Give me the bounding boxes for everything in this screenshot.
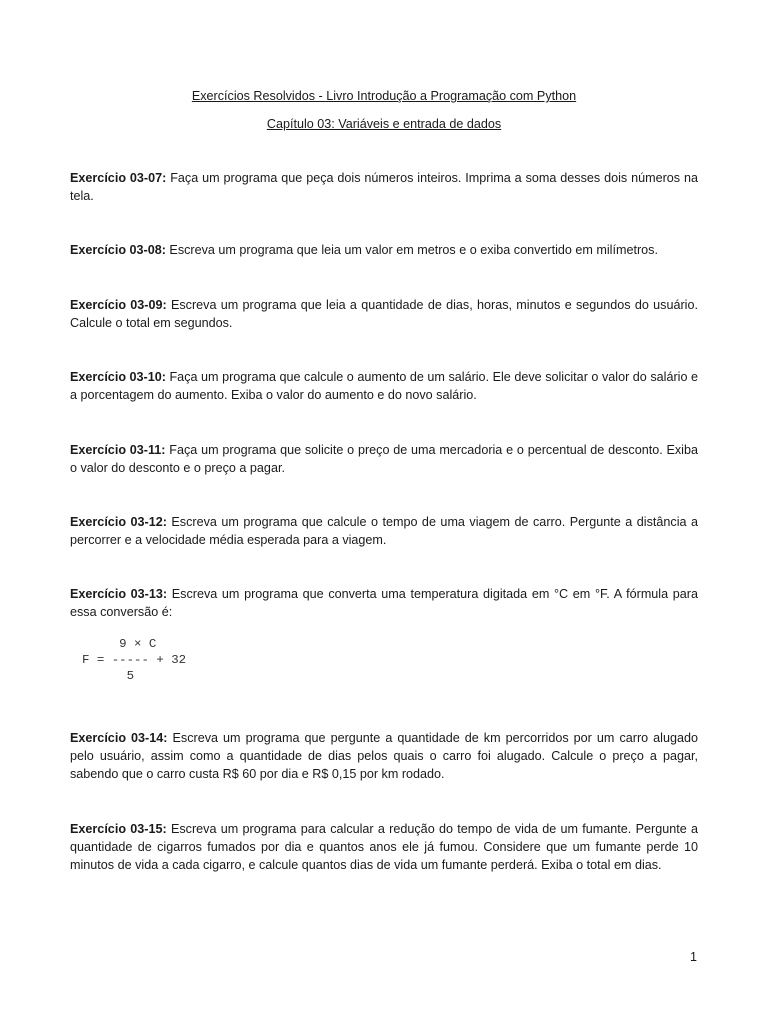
exercise-text: Faça um programa que peça dois números inteiros. Imprima a soma desses dois números na tela. xyxy=(70,171,698,203)
exercise-03-15 xyxy=(70,820,698,874)
page-number: 1 xyxy=(689,950,697,964)
chapter-title: Capítulo 03: Variáveis e entrada de dados xyxy=(266,117,502,131)
exercise-03-14 xyxy=(70,729,698,783)
exercise-label: Exercício 03-09: xyxy=(70,298,167,312)
exercise-text: Escreva um programa que leia a quantidade de dias, horas, minutos e segundos do usuário. Calcule o total em segundos. xyxy=(70,298,698,330)
exercise-text: Escreva um programa que converta uma temperatura digitada em °C em °F. A fórmula para essa conversão é: xyxy=(70,587,698,619)
exercise-03-08 xyxy=(70,241,698,259)
exercise-03-11 xyxy=(70,441,698,477)
exercise-text: Escreva um programa que calcule o tempo de uma viagem de carro. Pergunte a distância a percorrer e a velocidade média esperada para a viagem. xyxy=(70,515,698,547)
exercise-text: Escreva um programa para calcular a redução do tempo de vida de um fumante. Pergunte a quantidade de cigarros fumados por dia e quantos anos ele já fumou. Considere que um fumante perde 10 minutos de vida a cada cigarro, e calcule quantos dias de vida um fumante perderá. Exiba o total em dias. xyxy=(70,822,698,872)
exercise-03-10 xyxy=(70,368,698,404)
conversion-formula xyxy=(82,636,186,684)
exercise-text: Escreva um programa que pergunte a quantidade de km percorridos por um carro alugado pelo usuário, assim como a quantidade de dias pelos quais o carro foi alugado. Calcule o preço a pagar, sabendo que o carro custa R$ 60 por dia e R$ 0,15 por km rodado. xyxy=(70,731,699,781)
exercise-text: Faça um programa que solicite o preço de uma mercadoria e o percentual de desconto. Exiba o valor do desconto e o preço a pagar. xyxy=(70,443,698,475)
formula-numerator: 9 × C xyxy=(82,637,157,651)
exercise-03-13 xyxy=(70,585,698,621)
exercise-label: Exercício 03-11: xyxy=(70,443,166,457)
exercise-label: Exercício 03-13: xyxy=(70,587,168,601)
exercise-label: Exercício 03-10: xyxy=(70,370,166,384)
exercise-label: Exercício 03-15: xyxy=(70,822,167,836)
exercise-label: Exercício 03-08: xyxy=(70,243,166,257)
document-title: Exercícios Resolvidos - Livro Introdução a Programação com Python xyxy=(191,89,577,103)
exercise-03-07 xyxy=(70,169,698,205)
exercise-text: Faça um programa que calcule o aumento de um salário. Ele deve solicitar o valor do salário e a porcentagem do aumento. Exiba o valor do aumento e do novo salário. xyxy=(70,370,698,402)
exercise-03-09 xyxy=(70,296,698,332)
exercise-03-12 xyxy=(70,513,698,549)
exercise-text: Escreva um programa que leia um valor em metros e o exiba convertido em milímetros. xyxy=(165,243,658,257)
formula-denominator: 5 xyxy=(82,669,135,683)
exercise-label: Exercício 03-07: xyxy=(70,171,167,185)
exercise-label: Exercício 03-14: xyxy=(70,731,168,745)
exercise-label: Exercício 03-12: xyxy=(70,515,167,529)
formula-fraction-line: F = ----- + 32 xyxy=(82,653,187,667)
